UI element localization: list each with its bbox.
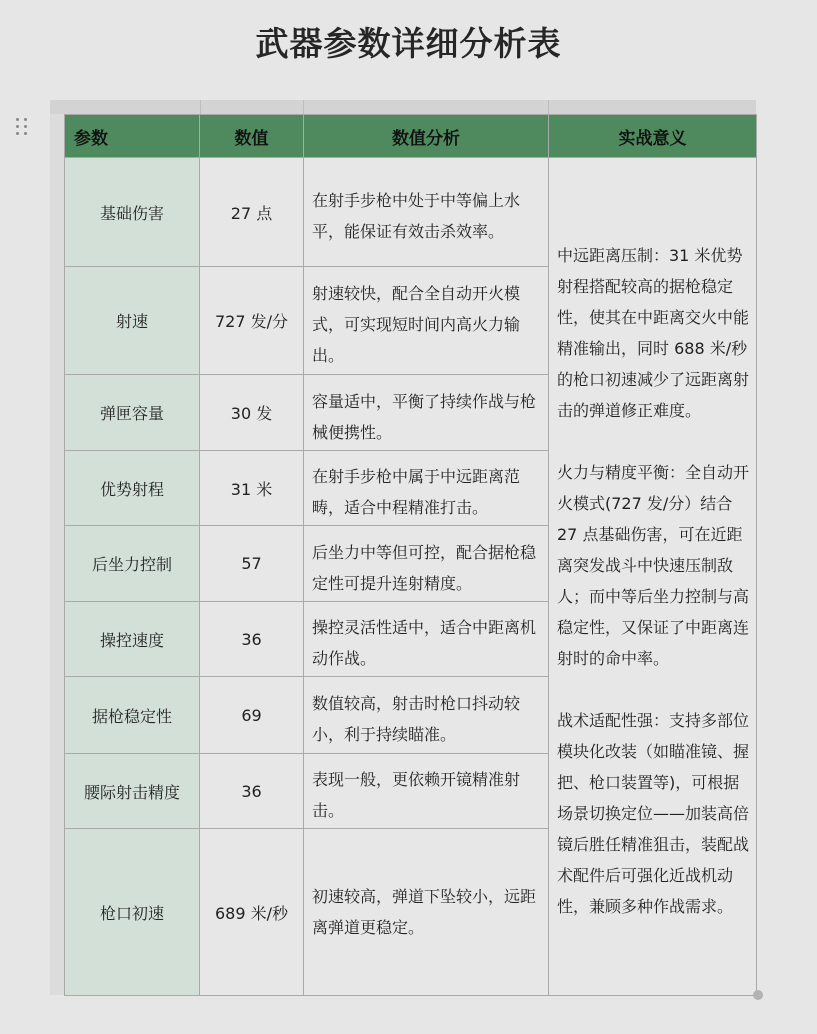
param-cell[interactable]: 射速 bbox=[65, 267, 200, 375]
analysis-cell[interactable]: 后坐力中等但可控，配合据枪稳定性可提升连射精度。 bbox=[304, 526, 549, 602]
row-select-strip[interactable] bbox=[50, 114, 64, 995]
weapon-parameter-table bbox=[64, 114, 757, 996]
meaning-paragraph: 火力与精度平衡：全自动开火模式(727 发/分）结合 27 点基础伤害，可在近距离突发战斗中快速压制敌人；而中等后坐力控制与高稳定性，又保证了中距离连射时的命中率。 bbox=[557, 462, 750, 668]
meaning-paragraph: 战术适配性强：支持多部位模块化改装（如瞄准镜、握把、枪口装置等)，可根据场景切换定位——加装高倍镜后胜任精准狙击，装配战术配件后可强化近战机动性，兼顾多种作战需求。 bbox=[557, 710, 750, 916]
meaning-paragraph: 中远距离压制：31 米优势射程搭配较高的据枪稳定性，使其在中距离交火中能精准输出，同时 688 米/秒的枪口初速减少了远距离射击的弹道修正难度。 bbox=[557, 245, 750, 420]
value-cell[interactable]: 30 发 bbox=[200, 375, 304, 451]
meaning-cell[interactable] bbox=[549, 158, 757, 996]
param-cell[interactable]: 后坐力控制 bbox=[65, 526, 200, 602]
analysis-cell[interactable]: 在射手步枪中属于中远距离范畴，适合中程精准打击。 bbox=[304, 451, 549, 526]
value-cell[interactable]: 27 点 bbox=[200, 158, 304, 267]
header-param[interactable]: 参数 bbox=[65, 115, 200, 158]
analysis-cell[interactable]: 数值较高，射击时枪口抖动较小，利于持续瞄准。 bbox=[304, 677, 549, 754]
param-cell[interactable]: 基础伤害 bbox=[65, 158, 200, 267]
analysis-cell[interactable]: 操控灵活性适中，适合中距离机动作战。 bbox=[304, 602, 549, 677]
table-header-row bbox=[65, 115, 757, 158]
param-cell[interactable]: 优势射程 bbox=[65, 451, 200, 526]
value-cell[interactable]: 727 发/分 bbox=[200, 267, 304, 375]
analysis-cell[interactable]: 初速较高，弹道下坠较小，远距离弹道更稳定。 bbox=[304, 829, 549, 996]
analysis-cell[interactable]: 射速较快，配合全自动开火模式，可实现短时间内高火力输出。 bbox=[304, 267, 549, 375]
header-analysis[interactable]: 数值分析 bbox=[304, 115, 549, 158]
param-cell[interactable]: 枪口初速 bbox=[65, 829, 200, 996]
value-cell[interactable]: 689 米/秒 bbox=[200, 829, 304, 996]
header-value[interactable]: 数值 bbox=[200, 115, 304, 158]
column-select-strip[interactable] bbox=[50, 100, 756, 114]
value-cell[interactable]: 69 bbox=[200, 677, 304, 754]
table-row bbox=[65, 158, 757, 267]
param-cell[interactable]: 弹匣容量 bbox=[65, 375, 200, 451]
value-cell[interactable]: 57 bbox=[200, 526, 304, 602]
resize-handle-icon[interactable] bbox=[753, 990, 763, 1000]
analysis-cell[interactable]: 容量适中，平衡了持续作战与枪械便携性。 bbox=[304, 375, 549, 451]
page-title: 武器参数详细分析表 bbox=[255, 24, 562, 63]
analysis-cell[interactable]: 在射手步枪中处于中等偏上水平，能保证有效击杀效率。 bbox=[304, 158, 549, 267]
value-cell[interactable]: 36 bbox=[200, 754, 304, 829]
param-cell[interactable]: 操控速度 bbox=[65, 602, 200, 677]
value-cell[interactable]: 31 米 bbox=[200, 451, 304, 526]
param-cell[interactable]: 据枪稳定性 bbox=[65, 677, 200, 754]
drag-handle-icon[interactable] bbox=[16, 118, 30, 136]
header-meaning[interactable]: 实战意义 bbox=[549, 115, 757, 158]
analysis-cell[interactable]: 表现一般，更依赖开镜精准射击。 bbox=[304, 754, 549, 829]
value-cell[interactable]: 36 bbox=[200, 602, 304, 677]
param-cell[interactable]: 腰际射击精度 bbox=[65, 754, 200, 829]
